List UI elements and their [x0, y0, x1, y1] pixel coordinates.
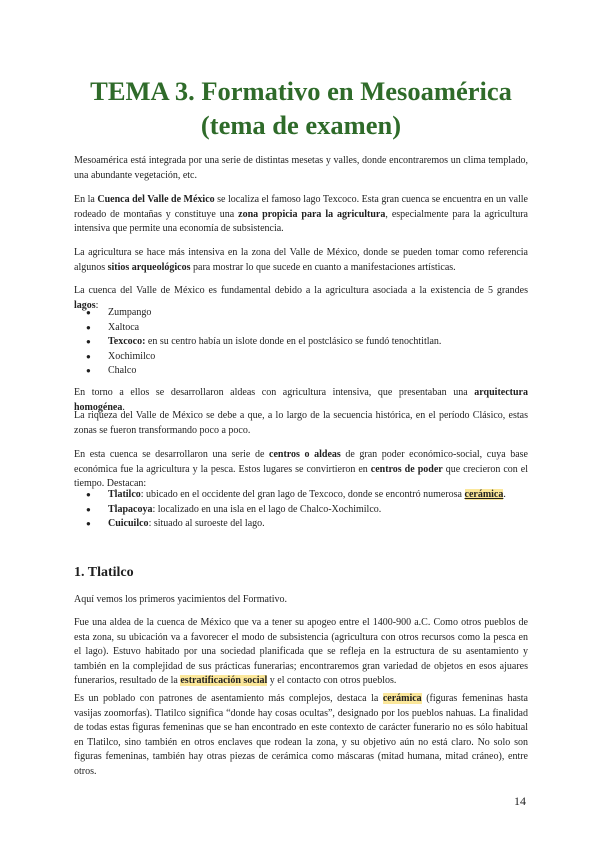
list-item: ● Texcoco: en su centro había un islote donde en el postclásico se fundó tenochtitlan. — [74, 335, 528, 350]
paragraph-lagos: La cuenca del Valle de México es fundamental debido a la agricultura asociada a la existencia de 5 grandes lagos: — [74, 285, 528, 311]
lakes-list — [74, 306, 528, 379]
paragraph-agricultura: La agricultura se hace más intensiva en la zona del Valle de México, donde se pueden tomar como referencia algunos sitios arqueológicos para mostrar lo que sucede en cuanto a manifestaciones artísticas. — [74, 247, 528, 273]
sites-list — [74, 488, 528, 532]
section-heading: 1. Tlatilco — [74, 565, 134, 580]
list-item: ● Xaltoca — [74, 321, 528, 336]
title-line-2: (tema de examen) — [200, 110, 402, 140]
paragraph-intro: Mesoamérica está integrada por una serie de distintas mesetas y valles, donde encontraremos un clima templado, una abundante vegetación, etc. — [74, 155, 528, 181]
paragraph-cuenca: En la Cuenca del Valle de México se localiza el famoso lago Texcoco. Esta gran cuenca se encuentra en un valle rodeado de montañas y constituye una zona propicia para la agricultura, especialmente para la agricultura intensiva que permite una economía de subsistencia. — [74, 194, 528, 234]
list-item: ● Tlapacoya: localizado en una isla en el lago de Chalco-Xochimilco. — [74, 503, 528, 518]
list-item: ● Xochimilco — [74, 350, 528, 365]
paragraph-aldeas: En torno a ellos se desarrollaron aldeas con agricultura intensiva, que presentaban una arquitectura homogénea. — [74, 387, 528, 413]
page-number: 14 — [514, 794, 526, 808]
list-item: ● Cuicuilco: situado al suroeste del lago. — [74, 517, 528, 532]
list-item: ● Tlatilco: ubicado en el occidente del gran lago de Texcoco, donde se encontró numerosa cerámica. — [74, 488, 528, 503]
page-title — [74, 74, 528, 142]
paragraph-ceramica: Es un poblado con patrones de asentamiento más complejos, destaca la cerámica (figuras femeninas hasta vasijas zoomorfas). Tlatilco significa “donde hay cosas ocultas”, designado por los pueblos nahuas. La finalidad de todas estas figuras femeninas que se han encontrado en este contexto de carácter funerario no es sólo habitual en Tlatilco, sino también en otros enclaves que rodean la zona, y su objetivo aún no está claro. No solo son figuras femeninas, también hay otras piezas de cerámica como máscaras (mitad humana, mitad cráneo), entre otros. — [74, 693, 528, 777]
paragraph-tlatilco: Fue una aldea de la cuenca de México que va a tener su apogeo entre el 1400-900 a.C. Como otros pueblos de esta zona, su ubicación va a favorecer el modo de subsistencia (agricultura con otros recursos como la pesca en el lago). Estuvo habitado por una sociedad planificada que se refleja en la estructura de su asentamiento y también en la complejidad de sus prácticas funerarias; encontraremos gran variedad de objetos en esos ajuares funerarios, resultado de la estratificación social y el contacto con otros pueblos. — [74, 617, 528, 686]
paragraph-yacimientos: Aquí vemos los primeros yacimientos del Formativo. — [74, 594, 288, 605]
list-item: ● Zumpango — [74, 306, 528, 321]
title-line-1: TEMA 3. Formativo en Mesoamérica — [90, 76, 512, 106]
paragraph-centros: En esta cuenca se desarrollaron una serie de centros o aldeas de gran poder económico-social, cuya base económica fue la agricultura y la pesca. Estos lugares se convirtieron en centros de poder que crecieron con el tiempo. Destacan: — [74, 449, 529, 489]
list-item: ● Chalco — [74, 364, 528, 379]
paragraph-riqueza: La riqueza del Valle de México se debe a que, a lo largo de la secuencia histórica, en el período Clásico, estas zonas se fueron transformando poco a poco. — [74, 410, 528, 436]
